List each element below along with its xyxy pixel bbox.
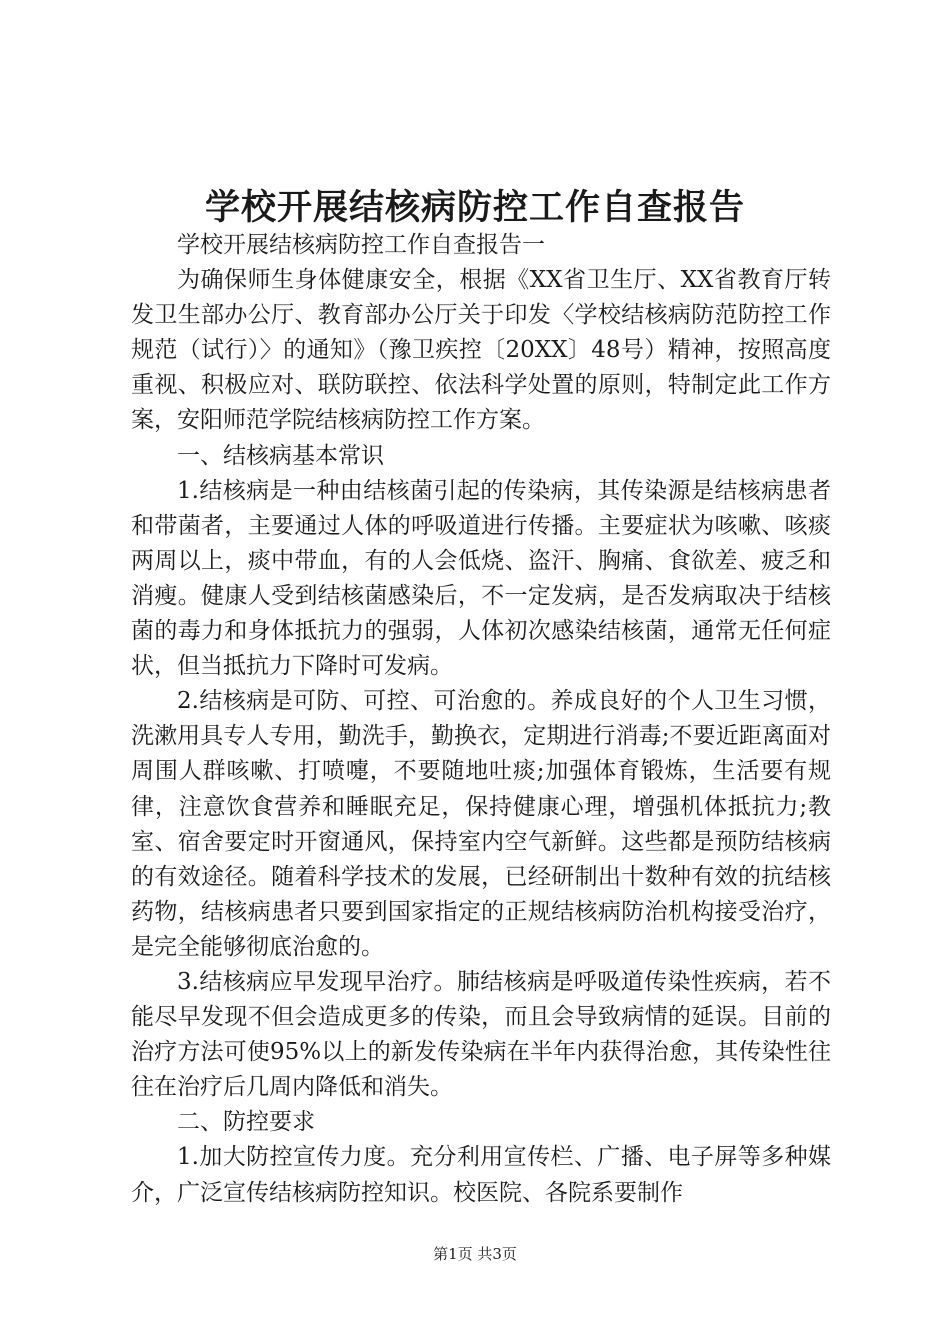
section-heading-basics: 一、结核病基本常识 xyxy=(177,442,384,469)
paragraph-basics-3: 3.结核病应早发现早治疗。肺结核病是呼吸道传染性疾病，若不能尽早发现不但会造成更多的传染，而且会导致病情的延误。目前的治疗方法可使95%以上的新发传染病在半年内获得治愈，其传染性往往在治疗后几周内降低和消失。 xyxy=(131,968,831,1101)
paragraph-basics-1: 1.结核病是一种由结核菌引起的传染病，其传染源是结核病患者和带菌者，主要通过人体的呼吸道进行传播。主要症状为咳嗽、咳痰两周以上，痰中带血，有的人会低烧、盗汗、胸痛、食欲差、疲乏和消瘦。健康人受到结核菌感染后，不一定发病，是否发病取决于结核菌的毒力和身体抵抗力的强弱，人体初次感染结核菌，通常无任何症状，但当抵抗力下降时可发病。 xyxy=(131,477,831,680)
paragraph-subtitle: 学校开展结核病防控工作自查报告一 xyxy=(177,232,545,258)
document-title: 学校开展结核病防控工作自查报告 xyxy=(204,187,745,228)
paragraph-intro: 为确保师生身体健康安全，根据《XX省卫生厅、XX省教育厅转发卫生部办公厅、教育部办公厅关于印发〈学校结核病防范防控工作规范（试行）〉的通知》（豫卫疾控〔20XX〕48号）精神，按照高度重视、积极应对、联防联控、依法科学处置的原则，特制定此工作方案，安阳师范学院结核病防控工作方案。 xyxy=(131,267,831,434)
paragraph-requirements-1: 1.加大防控宣传力度。充分利用宣传栏、广播、电子屏等多种媒介，广泛宣传结核病防控知识。校医院、各院系要制作 xyxy=(131,1144,831,1206)
section-heading-requirements: 二、防控要求 xyxy=(177,1109,315,1136)
document-body xyxy=(131,228,831,1211)
paragraph-basics-2: 2.结核病是可防、可控、可治愈的。养成良好的个人卫生习惯，洗漱用具专人专用，勤洗手，勤换衣，定期进行消毒;不要近距离面对周围人群咳嗽、打喷嚏，不要随地吐痰;加强体育锻炼，生活要有规律，注意饮食营养和睡眠充足，保持健康心理，增强机体抵抗力;教室、宿舍要定时开窗通风，保持室内空气新鲜。这些都是预防结核病的有效途径。随着科学技术的发展，已经研制出十数种有效的抗结核药物，结核病患者只要到国家指定的正规结核病防治机构接受治疗，是完全能够彻底治愈的。 xyxy=(131,688,831,960)
page-footer: 第1页 共3页 xyxy=(433,1245,517,1263)
